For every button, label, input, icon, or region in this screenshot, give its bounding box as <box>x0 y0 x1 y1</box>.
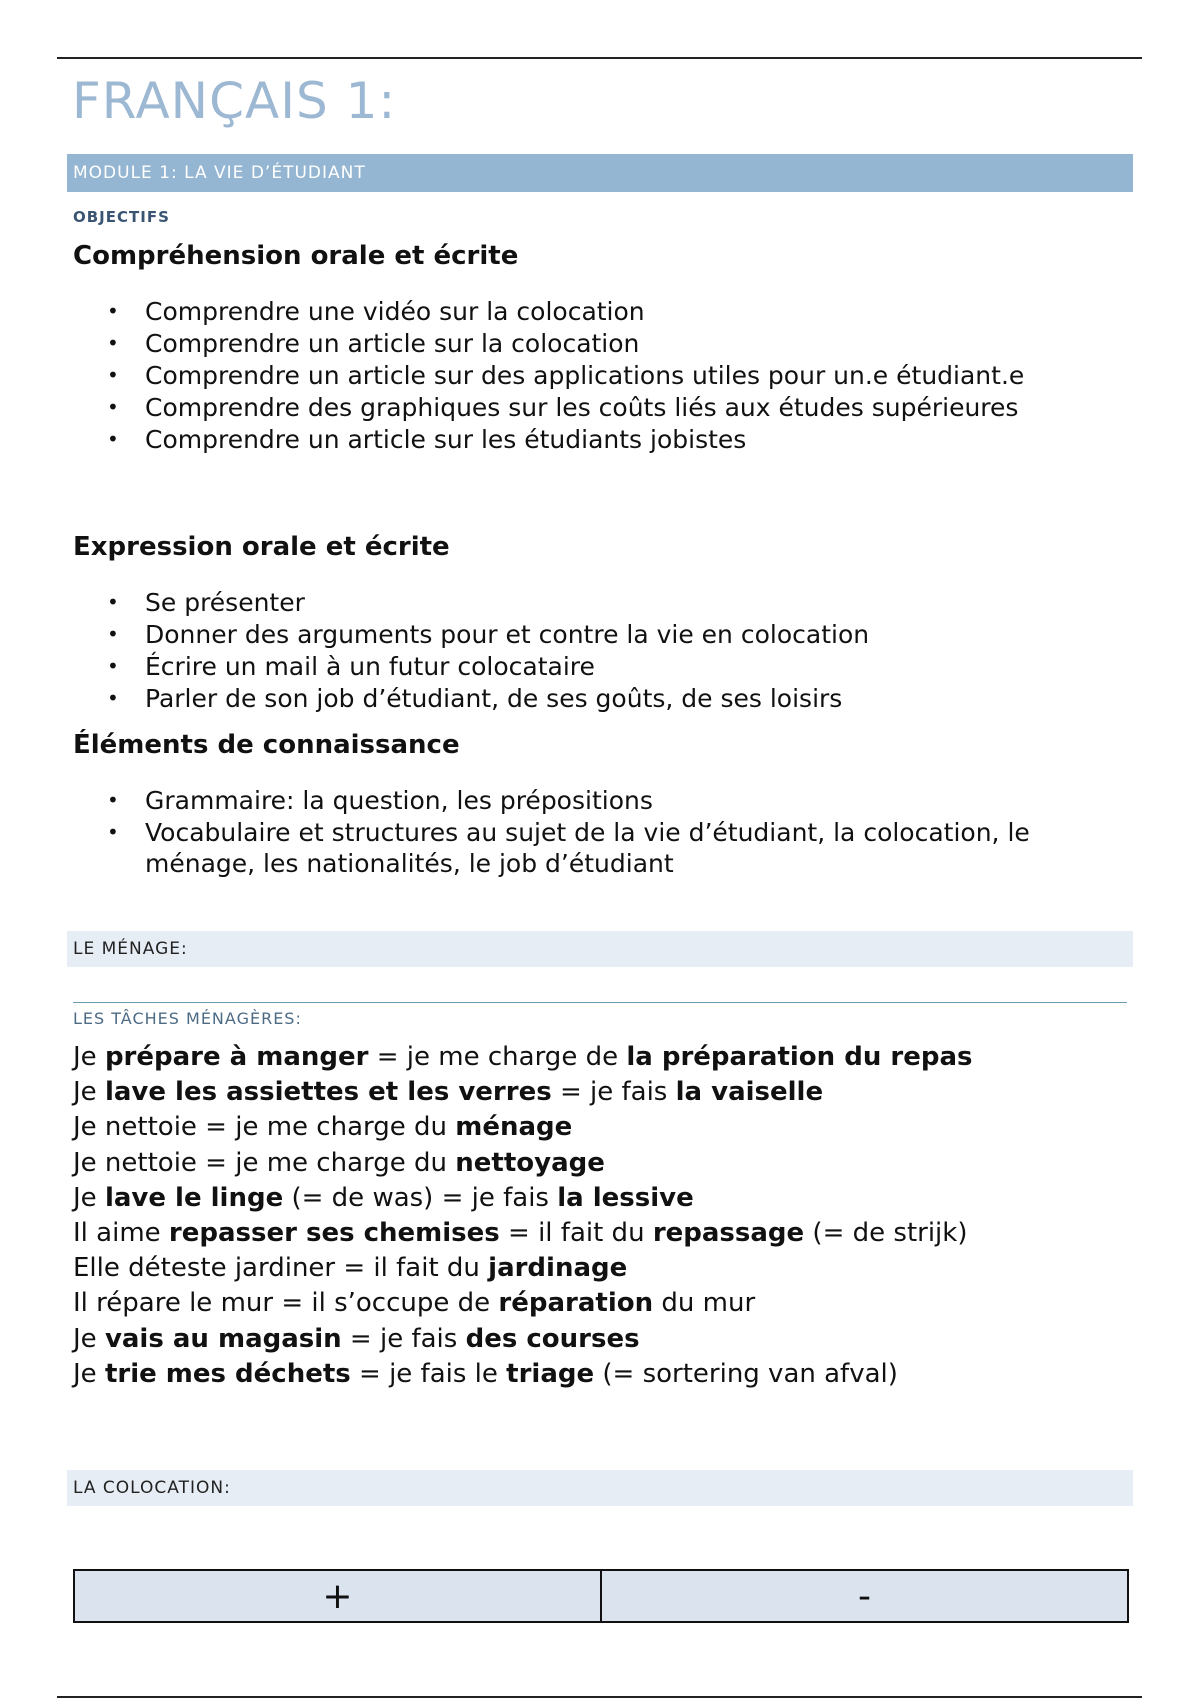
vocab-text: (= de strijk) <box>804 1218 968 1249</box>
vocab-text: Il répare le mur = il s’occupe de <box>73 1288 499 1319</box>
vocab-term: des courses <box>465 1323 640 1354</box>
colocation-table <box>73 1569 1129 1623</box>
vocab-list <box>73 1040 1133 1392</box>
vocab-text: Je <box>73 1358 105 1389</box>
vocab-term: trie mes déchets <box>104 1358 351 1389</box>
list-item: • Grammaire: la question, les prépositions <box>100 785 1100 816</box>
menage-heading: LE MÉNAGE: <box>67 931 1133 967</box>
comprehension-heading: Compréhension orale et écrite <box>73 241 519 271</box>
module-heading: MODULE 1: LA VIE D’ÉTUDIANT <box>67 154 1133 192</box>
vocab-line <box>73 1075 1133 1110</box>
expression-list <box>100 587 1100 715</box>
vocab-term: la préparation du repas <box>626 1042 973 1072</box>
list-item: • Comprendre un article sur la colocation <box>100 328 1100 359</box>
vocab-term: repassage <box>652 1218 805 1249</box>
vocab-text: du mur <box>653 1288 756 1319</box>
vocab-line <box>73 1181 1133 1216</box>
vocab-term: lave le linge <box>104 1182 284 1213</box>
list-item: • Comprendre une vidéo sur la colocation <box>100 296 1100 327</box>
taches-divider <box>73 1002 1127 1003</box>
vocab-term: nettoyage <box>455 1147 605 1178</box>
vocab-text: Je nettoie = je me charge du <box>73 1147 456 1178</box>
vocab-term: la lessive <box>557 1182 694 1213</box>
vocab-line <box>73 1216 1133 1251</box>
elements-heading: Éléments de connaissance <box>73 730 460 760</box>
vocab-line <box>73 1322 1133 1357</box>
vocab-term: jardinage <box>488 1253 628 1284</box>
objectifs-label: OBJECTIFS <box>73 208 170 226</box>
minus-column-header: - <box>601 1570 1128 1622</box>
vocab-line <box>73 1040 1133 1075</box>
vocab-line <box>73 1146 1133 1181</box>
comprehension-list <box>100 296 1100 456</box>
vocab-text: = je fais <box>341 1323 466 1354</box>
list-item: • Écrire un mail à un futur colocataire <box>100 651 1100 682</box>
taches-heading: LES TÂCHES MÉNAGÈRES: <box>73 1009 302 1028</box>
list-item: • Comprendre des graphiques sur les coûts liés aux études supérieures <box>100 392 1100 423</box>
vocab-term: vais au magasin <box>104 1323 342 1354</box>
vocab-text: Il aime <box>73 1218 169 1249</box>
vocab-line <box>73 1357 1133 1392</box>
top-divider <box>57 57 1142 59</box>
vocab-term: triage <box>506 1358 595 1389</box>
vocab-text: (= de was) = je fais <box>283 1182 558 1213</box>
vocab-line <box>73 1110 1133 1145</box>
colocation-heading: LA COLOCATION: <box>67 1470 1133 1506</box>
vocab-term: réparation <box>498 1288 654 1319</box>
vocab-term: lave les assiettes et les verres <box>104 1077 552 1108</box>
elements-list <box>100 785 1100 880</box>
expression-heading: Expression orale et écrite <box>73 532 450 562</box>
list-item: • Comprendre un article sur des applications utiles pour un.e étudiant.e <box>100 360 1100 391</box>
plus-column-header: + <box>74 1570 601 1622</box>
vocab-text: = je me charge de <box>368 1042 627 1072</box>
vocab-text: Je <box>73 1077 105 1108</box>
vocab-line <box>73 1286 1133 1321</box>
vocab-text: Je nettoie = je me charge du <box>73 1112 456 1143</box>
list-item: • Vocabulaire et structures au sujet de la vie d’étudiant, la colocation, le ménage, les nationalités, le job d’étudiant <box>100 817 1100 879</box>
vocab-line <box>73 1251 1133 1286</box>
list-item: • Parler de son job d’étudiant, de ses goûts, de ses loisirs <box>100 683 1100 714</box>
vocab-term: ménage <box>455 1112 573 1143</box>
vocab-text: Je <box>73 1182 105 1213</box>
vocab-text: Elle déteste jardiner = il fait du <box>73 1253 489 1284</box>
page-title: FRANÇAIS 1: <box>72 72 397 130</box>
list-item: • Donner des arguments pour et contre la vie en colocation <box>100 619 1100 650</box>
vocab-term: repasser ses chemises <box>168 1218 500 1249</box>
bottom-divider <box>57 1696 1142 1698</box>
list-item: • Se présenter <box>100 587 1100 618</box>
list-item: • Comprendre un article sur les étudiants jobistes <box>100 424 1100 455</box>
vocab-text: Je <box>73 1042 105 1072</box>
vocab-text: = je fais <box>551 1077 676 1108</box>
vocab-term: prépare à manger <box>104 1042 369 1072</box>
vocab-text: (= sortering van afval) <box>594 1358 898 1389</box>
vocab-text: = il fait du <box>499 1218 653 1249</box>
vocab-text: Je <box>73 1323 105 1354</box>
vocab-text: = je fais le <box>350 1358 507 1389</box>
vocab-term: la vaiselle <box>675 1077 824 1108</box>
